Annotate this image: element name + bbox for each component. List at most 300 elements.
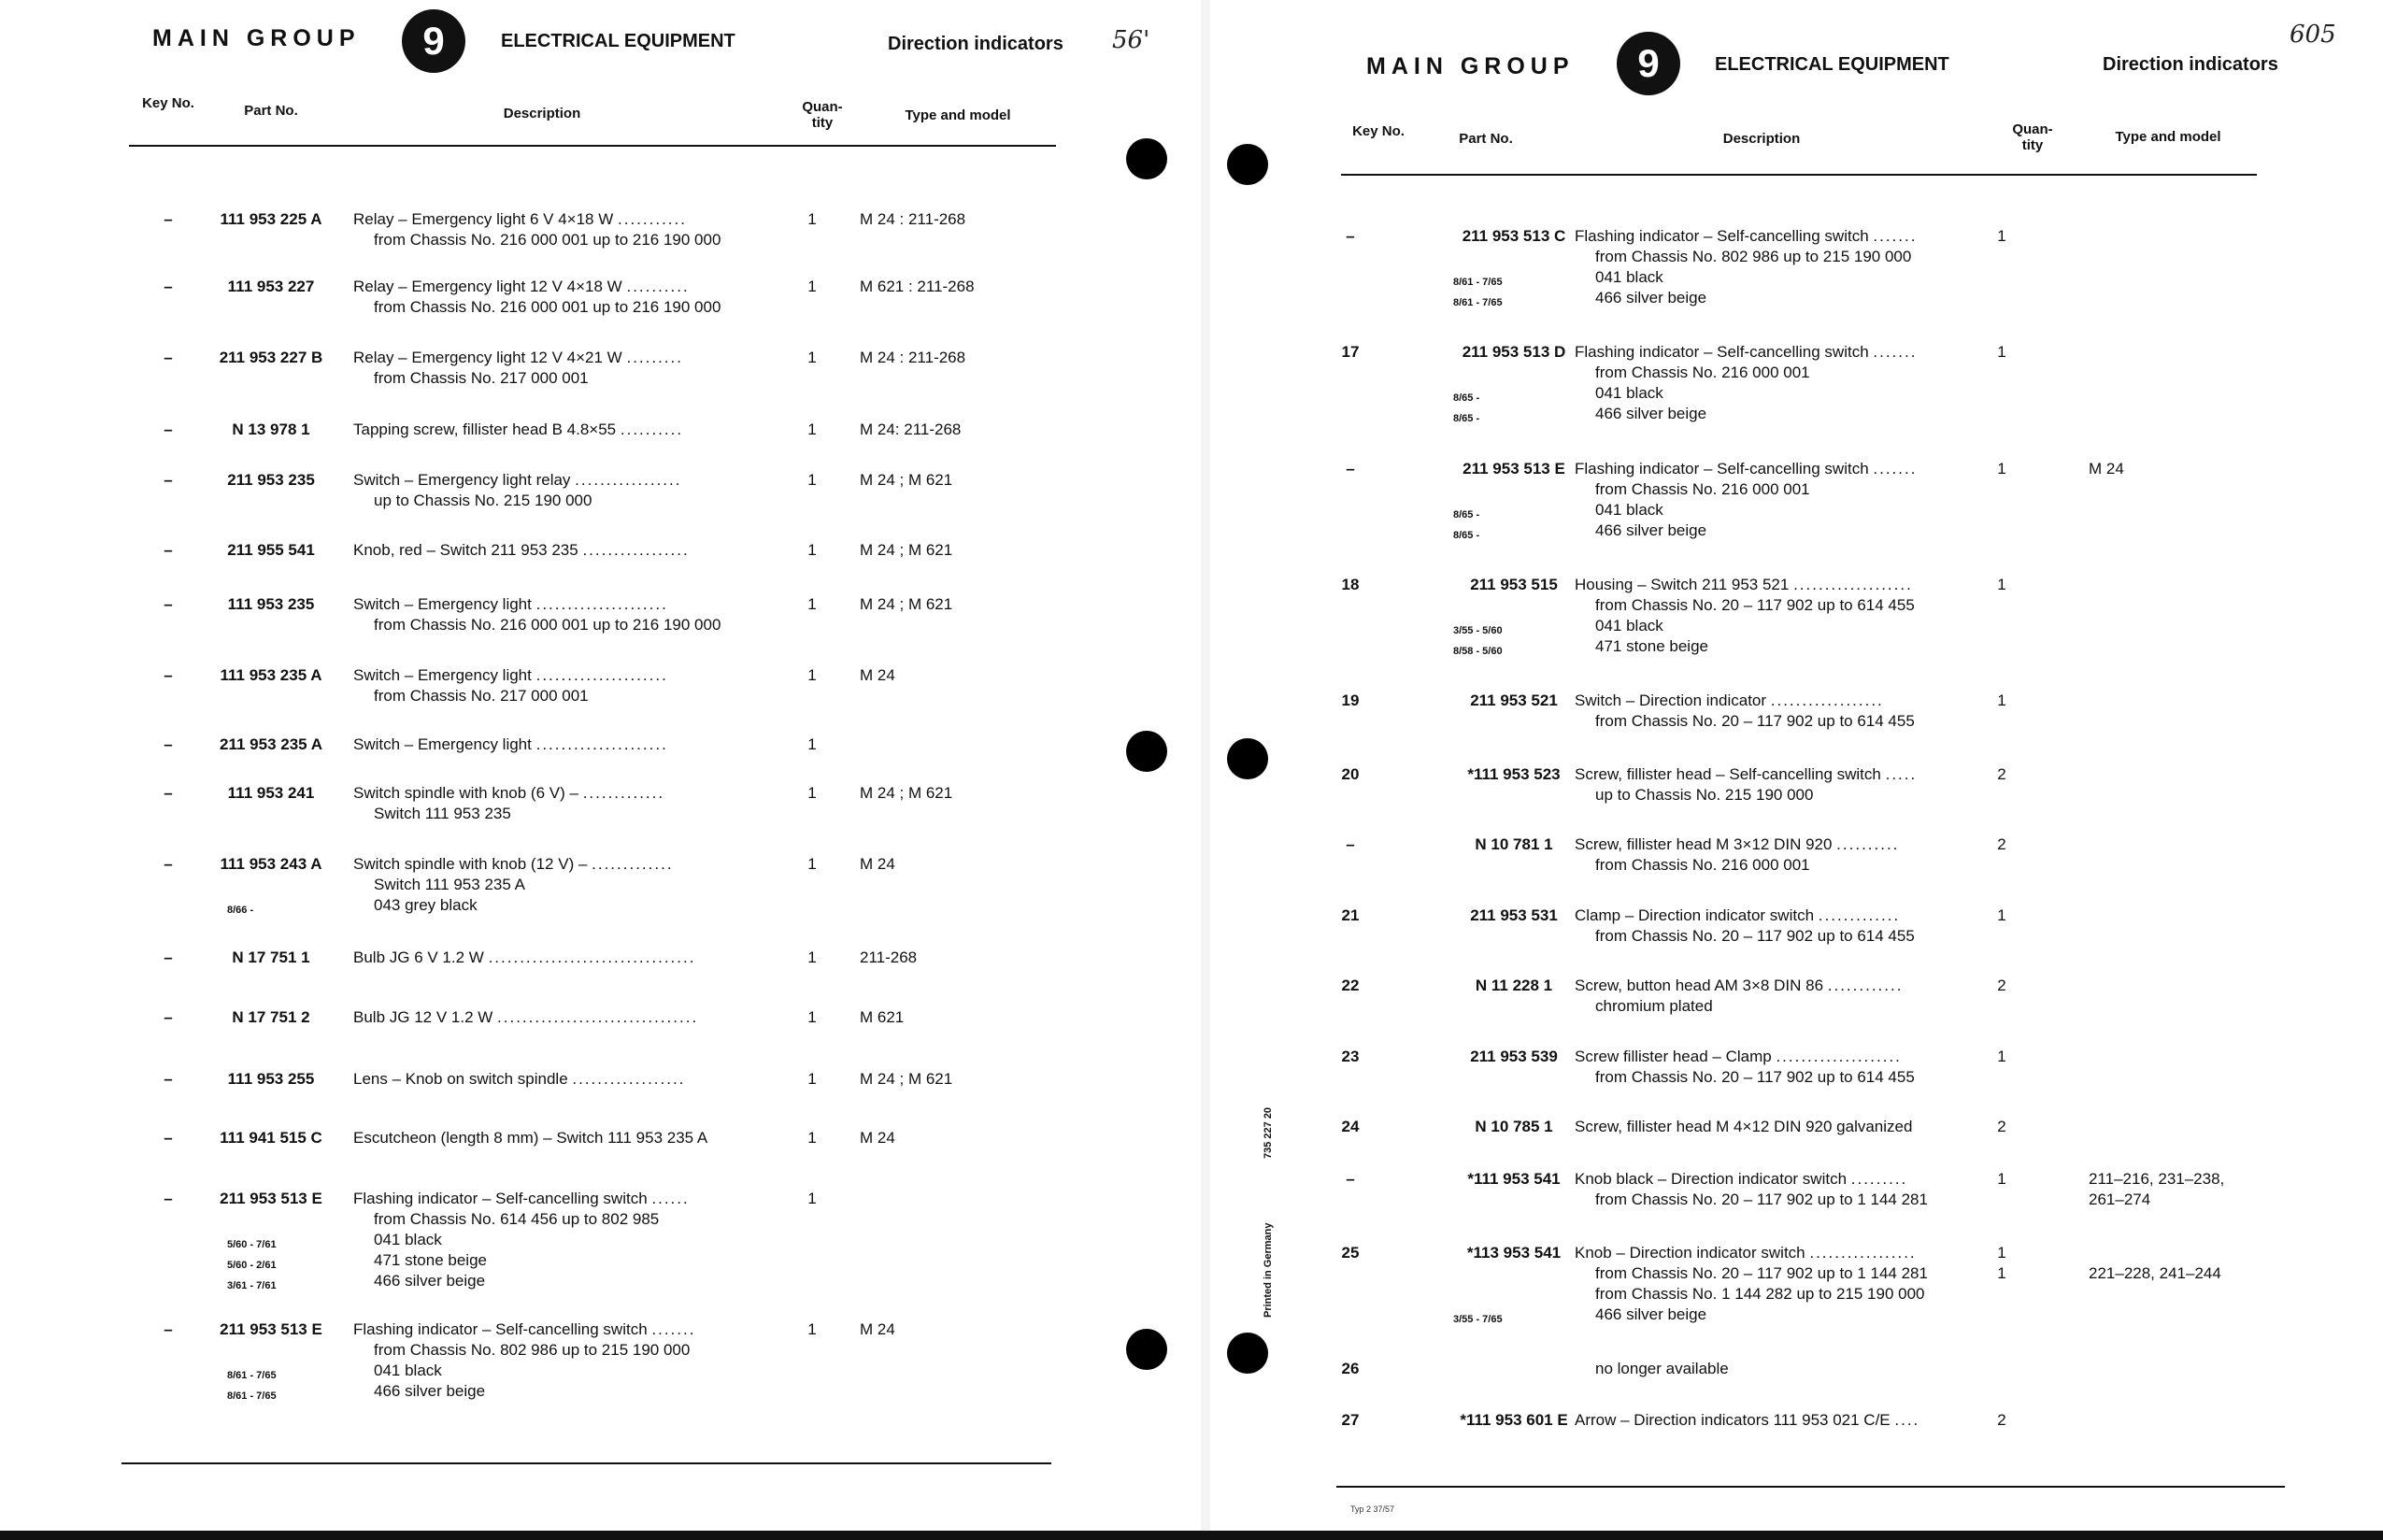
description-text: Flashing indicator – Self-cancelling switch [353, 1190, 648, 1207]
description-line [1575, 1410, 1919, 1431]
part-number: 111 953 227 [227, 278, 315, 295]
key-number: – [164, 541, 173, 559]
part-number: 111 953 241 [227, 784, 315, 802]
type-line: M 24 [860, 855, 895, 873]
key-number: 26 [1341, 1360, 1360, 1377]
part-number: 111 953 255 [227, 1070, 315, 1088]
part-number: 111 953 235 A [220, 666, 322, 684]
description-line [1575, 1117, 1912, 1137]
type-line: M 24 [2089, 460, 2124, 478]
description [353, 665, 668, 706]
section-subtitle: Direction indicators [888, 34, 1063, 54]
quantity: 1 [1997, 692, 2006, 709]
scan-edge [0, 1531, 2383, 1540]
binder-hole [1227, 738, 1268, 779]
description-detail: from Chassis No. 217 000 001 [374, 369, 589, 387]
footer-rule [1336, 1486, 2285, 1488]
type-and-model [860, 420, 961, 440]
leader-dots: .................. [572, 1070, 686, 1088]
quantity: 1 [807, 471, 817, 489]
key-number: 17 [1341, 343, 1360, 361]
description [1575, 976, 1903, 1017]
type-and-model [860, 1069, 952, 1090]
part-number: N 11 228 1 [1475, 977, 1553, 994]
description-text: Switch – Emergency light [353, 666, 532, 684]
production-date-range: 8/61 - 7/65 [1453, 277, 1503, 288]
description-text: Housing – Switch 211 953 521 [1575, 576, 1790, 593]
part-number: 211 953 539 [1470, 1048, 1558, 1065]
description-detail: from Chassis No. 216 000 001 [1595, 364, 1810, 381]
type-line: M 621 [860, 1008, 905, 1026]
leader-dots: .................. [1770, 692, 1884, 709]
description-line [1575, 691, 1915, 711]
type-line: M 24 [860, 1129, 895, 1147]
description-text: Escutcheon (length 8 mm) – Switch 111 953 235 A [353, 1129, 708, 1147]
description-text: Clamp – Direction indicator switch [1575, 906, 1815, 924]
leader-dots: ..................... [535, 595, 668, 613]
description [1575, 1047, 1915, 1088]
type-line: M 24 : 211-268 [860, 349, 966, 366]
leader-dots: ..................... [535, 735, 668, 753]
quantity: 1 [1997, 343, 2006, 361]
leader-dots: ...... [651, 1190, 690, 1207]
key-number: – [164, 421, 173, 438]
description-detail: from Chassis No. 216 000 001 up to 216 190 000 [374, 231, 721, 249]
description [353, 594, 721, 635]
description-text: Screw, fillister head M 3×12 DIN 920 [1575, 835, 1833, 853]
description-detail: 471 stone beige [374, 1251, 487, 1269]
description-text: Relay – Emergency light 12 V 4×21 W [353, 349, 622, 366]
group-number-badge: 9 [1617, 32, 1680, 95]
description-text: Flashing indicator – Self-cancelling switch [1575, 227, 1869, 245]
description-detail: no longer available [1595, 1360, 1729, 1377]
description-detail: 466 silver beige [374, 1382, 486, 1400]
description-detail: Switch 111 953 235 [374, 805, 511, 822]
key-number: – [164, 595, 173, 613]
part-number: 111 953 225 A [220, 210, 322, 228]
col-key-header: Key No. [1352, 123, 1405, 139]
key-number: – [164, 1320, 173, 1338]
part-number: N 10 785 1 [1475, 1118, 1553, 1135]
footer-code: Typ 2 37/57 [1350, 1504, 1395, 1514]
description [353, 1128, 707, 1148]
production-date-range: 8/61 - 7/65 [227, 1390, 277, 1402]
key-number: – [164, 855, 173, 873]
part-number: 211 953 227 B [219, 349, 323, 366]
description-text: Tapping screw, fillister head B 4.8×55 [353, 421, 617, 438]
description-text: Knob, red – Switch 211 953 235 [353, 541, 578, 559]
type-and-model [860, 540, 952, 561]
type-line: 261–274 [2089, 1191, 2151, 1208]
leader-dots: ....... [651, 1320, 696, 1338]
description-text: Switch – Emergency light [353, 735, 532, 753]
leader-dots: ................. [1809, 1244, 1917, 1262]
key-number: – [164, 349, 173, 366]
description-detail: from Chassis No. 802 986 up to 215 190 000 [1595, 248, 1912, 265]
type-line: M 24 : 211-268 [860, 210, 966, 228]
description-detail: from Chassis No. 216 000 001 up to 216 190 000 [374, 616, 721, 634]
type-line: 211-268 [860, 948, 918, 966]
quantity: 1 [807, 210, 817, 228]
description-detail: from Chassis No. 20 – 117 902 up to 1 144 281 [1595, 1264, 1928, 1282]
description-text: Knob black – Direction indicator switch [1575, 1170, 1848, 1188]
type-and-model [860, 1319, 895, 1340]
description-text: Screw fillister head – Clamp [1575, 1048, 1772, 1065]
key-number: – [164, 1190, 173, 1207]
description-line [353, 277, 721, 297]
quantity: 1 [807, 541, 817, 559]
leader-dots: ......... [626, 349, 683, 366]
description-detail: 041 black [1595, 501, 1663, 519]
quantity: 1 [1997, 1170, 2006, 1188]
leader-dots: .................... [1776, 1048, 1902, 1065]
description-line [1575, 459, 1917, 479]
leader-dots: ................................. [488, 948, 696, 966]
quantity: 1 [1997, 576, 2006, 593]
description-detail: 043 grey black [374, 896, 478, 914]
key-number: – [164, 278, 173, 295]
quantity: 1 [807, 278, 817, 295]
part-number: 111 941 515 C [220, 1129, 322, 1147]
description-line [1575, 976, 1903, 996]
key-number: 24 [1341, 1118, 1360, 1135]
part-number: N 17 751 1 [232, 948, 310, 966]
description-text: Switch – Emergency light [353, 595, 532, 613]
quantity: 1 [807, 666, 817, 684]
part-number: N 13 978 1 [232, 421, 310, 438]
description-detail: from Chassis No. 216 000 001 [1595, 856, 1810, 874]
part-number: *111 953 523 [1467, 765, 1561, 783]
description-detail: from Chassis No. 802 986 up to 215 190 000 [374, 1341, 691, 1359]
description-line [353, 540, 690, 561]
type-and-model [860, 348, 965, 368]
production-date-range: 8/61 - 7/65 [1453, 297, 1503, 308]
type-line: 221–228, 241–244 [2089, 1264, 2221, 1282]
part-number: *111 953 601 E [1460, 1411, 1568, 1429]
col-description-header: Description [503, 106, 581, 121]
description-detail: from Chassis No. 20 – 117 902 up to 614 455 [1595, 596, 1915, 614]
description [353, 209, 721, 250]
leader-dots: ..................... [535, 666, 668, 684]
production-date-range: 8/65 - [1453, 413, 1480, 424]
description-text: Screw, fillister head – Self-cancelling switch [1575, 765, 1881, 783]
type-line: M 24 [860, 1320, 895, 1338]
type-line: M 24 ; M 621 [860, 471, 953, 489]
description-text: Relay – Emergency light 12 V 4×18 W [353, 278, 622, 295]
section-subtitle: Direction indicators [2103, 54, 2278, 75]
description-detail: 041 black [1595, 617, 1663, 635]
key-number: – [164, 735, 173, 753]
description [1575, 834, 1899, 876]
leader-dots: ............. [582, 784, 665, 802]
part-number: 211 953 513 E [1463, 460, 1565, 478]
description-detail: Switch 111 953 235 A [374, 876, 525, 893]
description-text: Flashing indicator – Self-cancelling switch [1575, 460, 1869, 478]
key-number: – [1346, 835, 1355, 853]
part-number: 211 953 513 E [220, 1190, 322, 1207]
part-number: 211 955 541 [227, 541, 315, 559]
key-number: – [164, 210, 173, 228]
description-detail: from Chassis No. 216 000 001 [1595, 480, 1810, 498]
key-number: 19 [1341, 692, 1360, 709]
quantity: 1 [807, 784, 817, 802]
description-line [353, 665, 668, 686]
production-date-range: 8/65 - [1453, 392, 1480, 404]
description-line [1575, 1243, 1928, 1263]
part-number: N 17 751 2 [232, 1008, 310, 1026]
description-detail: from Chassis No. 20 – 117 902 up to 614 455 [1595, 927, 1915, 945]
description-detail: chromium plated [1595, 997, 1713, 1015]
production-date-range: 8/65 - [1453, 530, 1480, 541]
production-date-range: 5/60 - 2/61 [227, 1260, 277, 1271]
quantity: 1 [807, 1129, 817, 1147]
production-date-range: 5/60 - 7/61 [227, 1239, 277, 1250]
leader-dots: ....... [1873, 343, 1918, 361]
section-title: ELECTRICAL EQUIPMENT [1715, 54, 1949, 75]
description-text: Lens – Knob on switch spindle [353, 1070, 568, 1088]
description-line [353, 1069, 685, 1090]
quantity: 1 [807, 735, 817, 753]
production-date-range: 8/66 - [227, 905, 254, 916]
part-number: 211 953 515 [1470, 576, 1558, 593]
description [353, 348, 683, 389]
key-number: – [164, 1008, 173, 1026]
header-rule [129, 145, 1056, 147]
type-and-model [2089, 1169, 2224, 1210]
type-line: M 24 ; M 621 [860, 541, 953, 559]
description [1575, 1243, 1928, 1325]
description [1575, 764, 1917, 806]
key-number: – [1346, 1170, 1355, 1188]
group-number-badge: 9 [402, 9, 465, 73]
description [353, 1007, 698, 1028]
description-text: Flashing indicator – Self-cancelling switch [1575, 343, 1869, 361]
description-text: Arrow – Direction indicators 111 953 021 C/E [1575, 1411, 1891, 1429]
part-number: 211 953 513 C [1462, 227, 1566, 245]
key-number: 25 [1341, 1244, 1360, 1262]
description [353, 540, 690, 561]
part-number: 211 953 235 [227, 471, 315, 489]
type-and-model [860, 277, 975, 297]
description [353, 783, 664, 824]
type-line: M 24: 211-268 [860, 421, 962, 438]
description-line [353, 1319, 695, 1340]
quantity: 1 [807, 948, 817, 966]
leader-dots: ................... [1793, 576, 1913, 593]
quantity: 1 [1997, 1244, 2006, 1262]
quantity: 1 [1997, 1048, 2006, 1065]
description [353, 1189, 690, 1291]
description-text: Knob – Direction indicator switch [1575, 1244, 1805, 1262]
description-line [1575, 226, 1917, 247]
type-line: 211–216, 231–238, [2089, 1170, 2225, 1188]
description-line [1575, 1169, 1928, 1190]
production-date-range: 8/58 - 5/60 [1453, 646, 1503, 657]
quantity: 1 [807, 1190, 817, 1207]
quantity: 1 [1997, 460, 2006, 478]
description-detail: 466 silver beige [1595, 289, 1707, 307]
main-group-heading: MAIN GROUP [1366, 53, 1575, 79]
part-number: 211 953 513 D [1462, 343, 1566, 361]
quantity: 1 [807, 855, 817, 873]
main-group-heading: MAIN GROUP [152, 25, 361, 51]
handwritten-page-number: 56' [1112, 26, 1150, 54]
description-detail: 466 silver beige [374, 1272, 486, 1290]
description-text: Bulb JG 12 V 1.2 W [353, 1008, 493, 1026]
description-detail: from Chassis No. 614 456 up to 802 985 [374, 1210, 660, 1228]
description-detail: 466 silver beige [1595, 1305, 1707, 1323]
col-type-header: Type and model [905, 107, 1011, 123]
production-date-range: 3/61 - 7/61 [227, 1280, 277, 1291]
type-line: M 24 ; M 621 [860, 784, 953, 802]
type-line: M 24 [860, 666, 895, 684]
description-text: Relay – Emergency light 6 V 4×18 W [353, 210, 614, 228]
production-date-range: 3/55 - 7/65 [1453, 1314, 1503, 1325]
type-and-model [860, 1007, 904, 1028]
type-and-model [860, 594, 952, 615]
description-text: Switch spindle with knob (6 V) – [353, 784, 578, 802]
description-text: Screw, button head AM 3×8 DIN 86 [1575, 977, 1824, 994]
description-line [353, 783, 664, 804]
description [1575, 459, 1917, 541]
quantity: 1 [807, 1070, 817, 1088]
description-line [353, 594, 721, 615]
description [1575, 1410, 1919, 1431]
quantity: 2 [1997, 1118, 2006, 1135]
col-key-header: Key No. [142, 95, 194, 111]
binder-hole [1227, 144, 1268, 185]
description [1575, 342, 1917, 424]
leader-dots: ............ [1827, 977, 1904, 994]
description-line [353, 1007, 698, 1028]
leader-dots: ......... [1850, 1170, 1908, 1188]
description-detail: 041 black [1595, 268, 1663, 286]
part-number: 211 953 521 [1470, 692, 1558, 709]
production-date-range: 8/65 - [1453, 509, 1480, 520]
description-detail: from Chassis No. 20 – 117 902 up to 614 455 [1595, 1068, 1915, 1086]
description-line [1575, 905, 1915, 926]
key-number: 22 [1341, 977, 1360, 994]
description [1575, 1359, 1729, 1379]
description-text: Switch spindle with knob (12 V) – [353, 855, 588, 873]
description-line [353, 854, 674, 875]
handwritten-page-number: 605 [2290, 21, 2336, 49]
key-number: – [1346, 227, 1355, 245]
leader-dots: .......... [620, 421, 684, 438]
quantity: 2 [1997, 765, 2006, 783]
description-line [1575, 342, 1917, 363]
key-number: – [1346, 460, 1355, 478]
key-number: 23 [1341, 1048, 1360, 1065]
description [1575, 226, 1917, 308]
type-and-model [2089, 459, 2124, 479]
leader-dots: ....... [1873, 460, 1918, 478]
production-date-range: 3/55 - 5/60 [1453, 625, 1503, 636]
binder-hole [1227, 1333, 1268, 1374]
description-line [1575, 575, 1915, 595]
description-detail: 466 silver beige [1595, 405, 1707, 422]
description [353, 1319, 695, 1402]
type-and-model [860, 665, 895, 686]
description [1575, 1169, 1928, 1210]
key-number: – [164, 948, 173, 966]
description-detail: 466 silver beige [1595, 521, 1707, 539]
type-and-model [860, 783, 952, 804]
leader-dots: ............. [1818, 906, 1901, 924]
leader-dots: ..... [1885, 765, 1918, 783]
key-number: – [164, 666, 173, 684]
key-number: 27 [1341, 1411, 1360, 1429]
type-line: M 24 ; M 621 [860, 1070, 953, 1088]
leader-dots: ............. [592, 855, 674, 873]
col-quantity-header: Quan- tity [802, 99, 843, 131]
right-catalog-page [1210, 0, 2383, 1533]
quantity: 1 [1997, 227, 2006, 245]
description-line [1575, 1047, 1915, 1067]
leader-dots: .......... [626, 278, 690, 295]
description-text: Screw, fillister head M 4×12 DIN 920 galvanized [1575, 1118, 1913, 1135]
type-and-model [2089, 1243, 2221, 1284]
description-line [353, 948, 695, 968]
description [353, 420, 683, 440]
description [353, 277, 721, 318]
quantity: 2 [1997, 977, 2006, 994]
description-detail: 041 black [1595, 384, 1663, 402]
description-line [353, 734, 668, 755]
quantity: 2 [1997, 1411, 2006, 1429]
quantity: 2 [1997, 835, 2006, 853]
description-detail: 041 black [374, 1231, 442, 1248]
description-text: Flashing indicator – Self-cancelling switch [353, 1320, 648, 1338]
binder-hole [1126, 731, 1167, 772]
description [353, 470, 681, 511]
binder-hole [1126, 1329, 1167, 1370]
col-type-header: Type and model [2115, 129, 2221, 145]
quantity: 1 [807, 1008, 817, 1026]
quantity: 1 [807, 595, 817, 613]
quantity: 1 [1997, 906, 2006, 924]
description-line [353, 420, 683, 440]
leader-dots: ........... [618, 210, 687, 228]
page-gutter [1201, 0, 1210, 1540]
type-and-model [860, 209, 965, 230]
description [353, 734, 668, 755]
description-line [1575, 764, 1917, 785]
description-line [353, 1128, 707, 1148]
footer-rule [121, 1462, 1051, 1464]
printed-in-note: Printed in Germany [1263, 1222, 1274, 1318]
part-number: 111 953 235 [227, 595, 315, 613]
quantity: 1 [807, 421, 817, 438]
leader-dots: .......... [1836, 835, 1900, 853]
description-text: Bulb JG 6 V 1.2 W [353, 948, 484, 966]
part-number: 211 953 513 E [220, 1320, 322, 1338]
part-number: 211 953 531 [1470, 906, 1558, 924]
description-detail: from Chassis No. 20 – 117 902 up to 614 455 [1595, 712, 1915, 730]
type-line: M 621 : 211-268 [860, 278, 975, 295]
type-and-model [860, 1128, 895, 1148]
description [1575, 1117, 1912, 1137]
key-number: – [164, 1129, 173, 1147]
print-code: 735 227 20 [1263, 1106, 1274, 1159]
header-rule [1341, 174, 2257, 176]
col-description-header: Description [1722, 131, 1801, 147]
type-and-model [860, 854, 895, 875]
leader-dots: ................. [582, 541, 690, 559]
description [353, 1069, 685, 1090]
description-detail: up to Chassis No. 215 190 000 [1595, 786, 1814, 804]
description [1575, 905, 1915, 947]
